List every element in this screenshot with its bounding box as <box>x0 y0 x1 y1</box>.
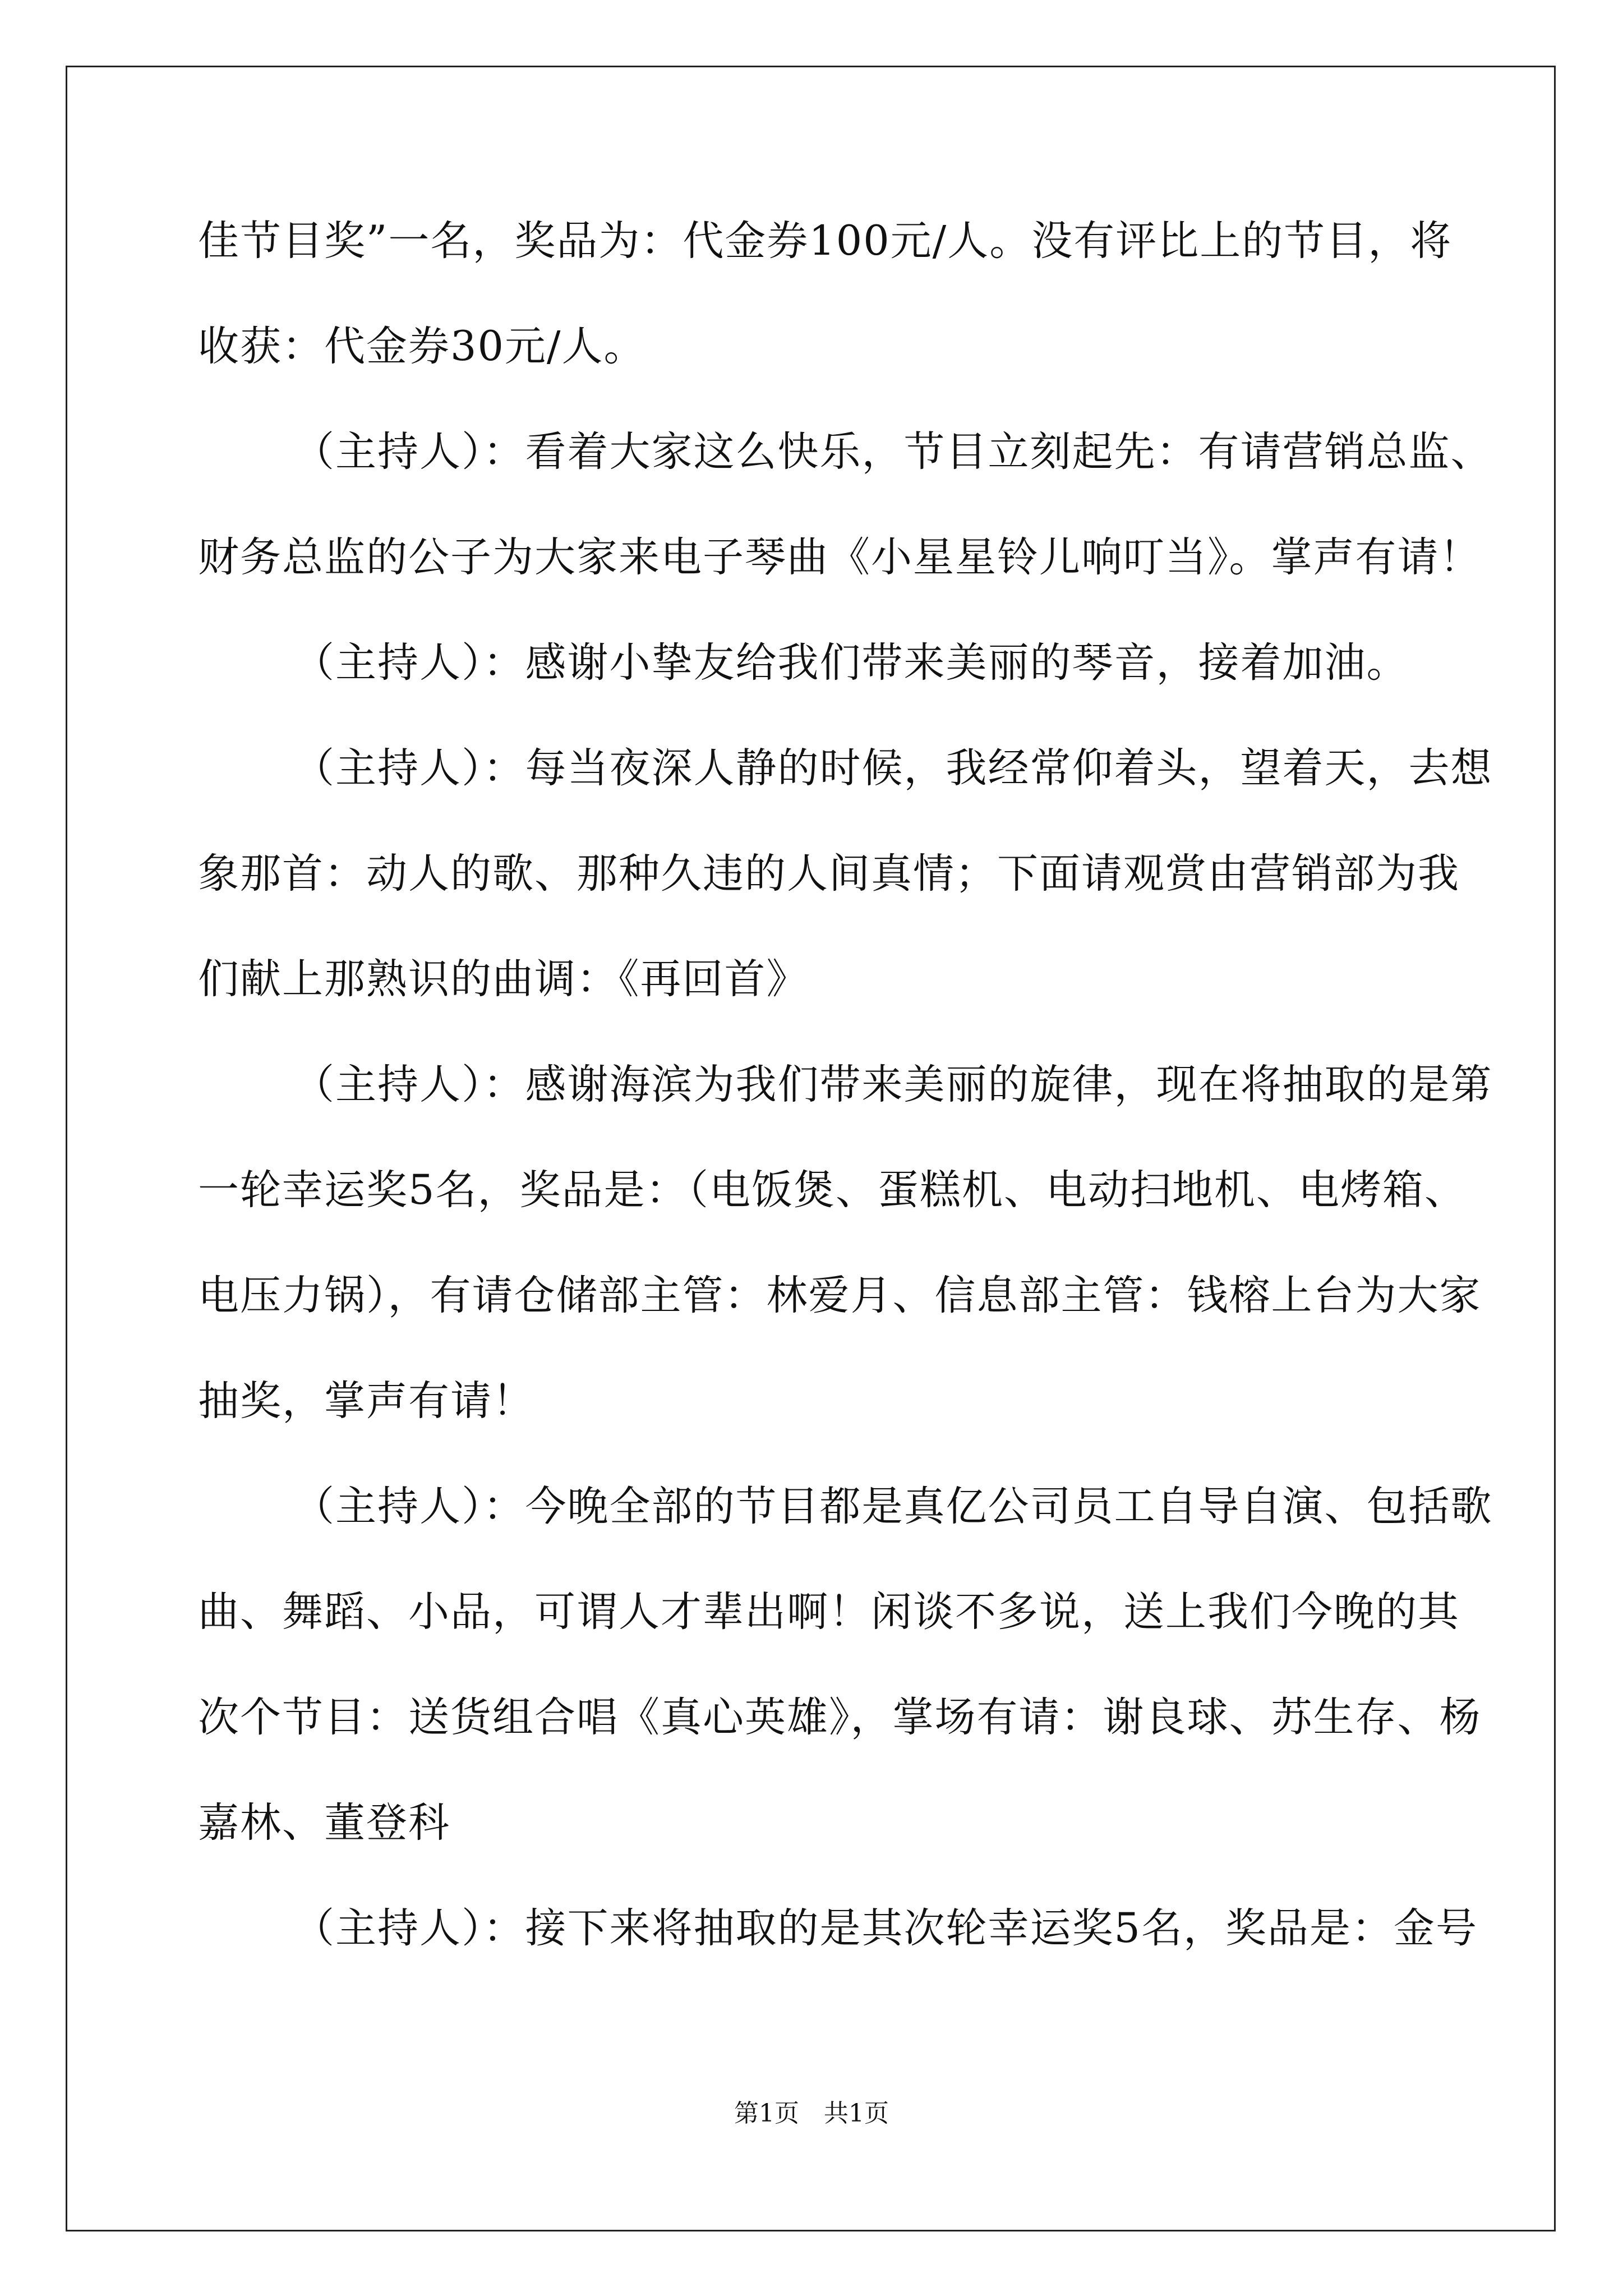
text-line: 抽奖，掌声有请！ <box>198 1377 534 1425</box>
text-line: （主持人）：每当夜深人静的时候，我经常仰着头，望着天，去想 <box>293 744 1493 792</box>
page-number: 第1页 <box>734 2099 799 2128</box>
text-line: （主持人）：今晚全部的节目都是真亿公司员工自导自演、包括歌 <box>293 1483 1493 1530</box>
text-line: 嘉林、董登科 <box>198 1799 450 1847</box>
page-total: 共1页 <box>824 2099 889 2128</box>
text-line: 收获：代金券30元/人。 <box>198 323 646 370</box>
text-line: （主持人）：感谢小挚友给我们带来美丽的琴音，接着加油。 <box>293 639 1409 687</box>
text-line: 曲、舞蹈、小品，可谓人才辈出啊！闲谈不多说，送上我们今晚的其 <box>198 1588 1460 1636</box>
text-line: 财务总监的公子为大家来电子琴曲《小星星铃儿响叮当》。掌声有请！ <box>198 533 1482 581</box>
text-line: 一轮幸运奖5名，奖品是：（电饭煲、蛋糕机、电动扫地机、电烤箱、 <box>198 1166 1467 1214</box>
text-line: （主持人）：感谢海滨为我们带来美丽的旋律，现在将抽取的是第 <box>293 1061 1493 1108</box>
text-line: 次个节目：送货组合唱《真心英雄》，掌场有请：谢良球、苏生存、杨 <box>198 1694 1482 1741</box>
text-line: 象那首：动人的歌、那种久违的人间真情；下面请观赏由营销部为我 <box>198 850 1460 898</box>
text-line: 电压力锅），有请仓储部主管：林爱月、信息部主管：钱榕上台为大家 <box>198 1272 1482 1319</box>
page-footer <box>0 2097 1623 2131</box>
text-line: （主持人）：接下来将抽取的是其次轮幸运奖5名，奖品是：金号 <box>293 1904 1478 1952</box>
text-line: 们献上那熟识的曲调：《再回首》 <box>198 955 809 1003</box>
text-line: （主持人）：看着大家这么快乐，节目立刻起先：有请营销总监、 <box>293 428 1493 476</box>
text-line: 佳节目奖”一名，奖品为：代金券100元/人。没有评比上的节目，将 <box>198 217 1453 265</box>
